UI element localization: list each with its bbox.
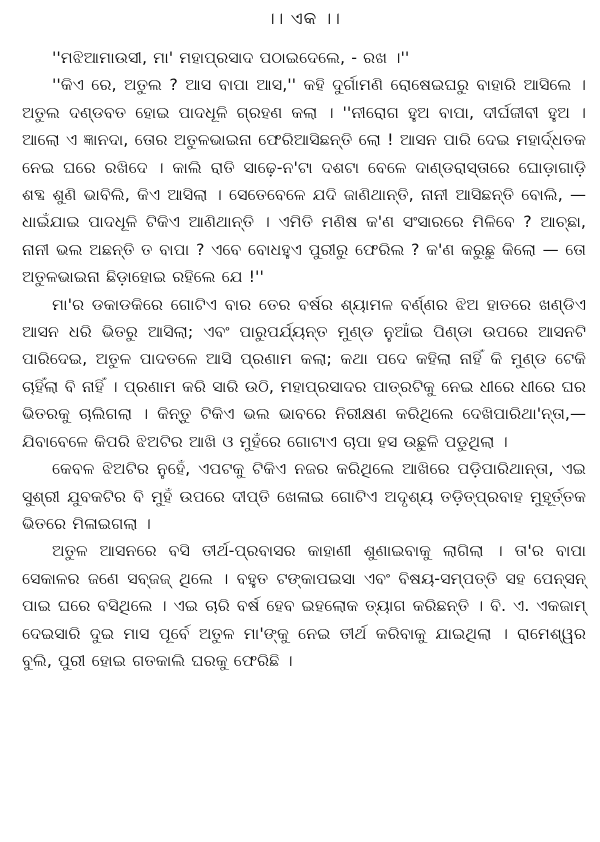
paragraph-1: ''ମଝିଆମାଉସୀ, ମା' ମହାପ୍ରସାଦ ପଠାଇଦେଲେ, - ରଖ ।'' <box>52 48 410 67</box>
chapter-title: ।। ଏକ ।। <box>267 9 341 29</box>
book-page <box>22 6 586 836</box>
paragraph-3: ମା'ର ଡକାଡକିରେ ଗୋଟିଏ ବାର ତେର ବର୍ଷର ଶ୍ୟାମଳ ବର୍ଣ୍ଣର ଝିଅ ହାତରେ ଖଣ୍ଡିଏ ଆସନ ଧରି ଭିତରୁ ଆସିଲା; ଏବଂ ପାରୁପର୍ଯ୍ୟନ୍ତ ମୁଣ୍ଡ ନୁଆଁଇ ପିଣ୍ଡା ଉପରେ ଆସନଟି ପାରିଦେଇ, ଅତୁଳ ପାଦତଳେ ଆସି ପ୍ରଣାମ କଲା; କଥା ପଦେ କହିଲା ନାହିଁ କି ମୁଣ୍ଡ ଟେକି ଚାହିଁଲା ବି ନାହିଁ । ପ୍ରଣାମ କରି ସାରି ଉଠି, ମହାପ୍ରସାଦର ପାତ୍ରଟିକୁ ନେଇ ଧୀରେ ଧୀରେ ଘର ଭିତରକୁ ଚାଲିଗଲା । କିନ୍ତୁ ଟିକିଏ ଭଲ ଭାବରେ ନିରୀକ୍ଷଣ କରିଥିଲେ ଦେଖିପାରିଥା'ନ୍ତା,— ଯିବାବେଳେ କିପରି ଝିଅଟିର ଆଖି ଓ ମୁହଁରେ ଗୋଟାଏ ଚାପା ହସ ଉଛୁଳି ପଡୁଥିଲା । <box>22 294 586 451</box>
paragraph-4: କେବଳ ଝିଅଟିର ନୁହେଁ, ଏପଟକୁ ଟିକିଏ ନଜର କରିଥିଲେ ଆଖିରେ ପଡ଼ିପାରିଥାନ୍ତା, ଏଇ ସୁଶ୍ରୀ ଯୁବକଟିର ବି ମୁହଁ ଉପରେ ଦୀପ୍ତି ଖେଳାଇ ଗୋଟିଏ ଅଦୃଶ୍ୟ ତଡ଼ିତ୍‌ପ୍ରବାହ ମୁହୂର୍ତ୍ତକ ଭିତରେ ମିଳାଇଗଲା । <box>22 459 586 533</box>
paragraph-5: ଅତୁଳ ଆସନରେ ବସି ତୀର୍ଥ-ପ୍ରବାସର କାହାଣୀ ଶୁଣାଇବାକୁ ଲାଗିଲା । ତା'ର ବାପା ସେକାଳର ଜଣେ ସବ୍‌ଜଜ୍‌ ଥିଲେ । ବହୁତ ଟଙ୍କାପଇସା ଏବଂ ବିଷୟ-ସମ୍ପତ୍ତି ସହ ପେନ୍‌ସନ୍‌ ପାଇ ଘରେ ବସିଥିଲେ । ଏଇ ଚାରି ବର୍ଷ ହେବ ଇହଲୋକ ତ୍ୟାଗ କରିଛନ୍ତି । ବି. ଏ. ଏକଜାମ୍‌ ଦେଇସାରି ଦୁଇ ମାସ ପୂର୍ବେ ଅତୁଳ ମା'ଙ୍କୁ ନେଇ ତୀର୍ଥ କରିବାକୁ ଯାଇଥିଲା । ରାମେଶ୍ୱର ବୁଲି, ପୁରୀ ହୋଇ ଗତକାଲି ଘରକୁ ଫେରିଛି । <box>22 541 586 670</box>
paragraph-2: ''କିଏ ରେ, ଅତୁଲ ? ଆସ ବାପା ଆସ,'' କହି ଦୁର୍ଗାମଣି ରୋଷେଇଘରୁ ବାହାରି ଆସିଲେ । ଅତୁଲ ଦଣ୍ଡବତ ହୋଇ ପାଦଧୂଳି ଗ୍ରହଣ କଲା । ''ନୀରୋଗ ହୁଅ ବାପା, ଦୀର୍ଘଜୀବୀ ହୁଅ । ଆଲୋ ଏ ଜ୍ଞାନଦା, ତୋର ଅତୁଳଭାଇନା ଫେରିଆସିଛନ୍ତି ଲୋ ! ଆସନ ପାରି ଦେଇ ମହାର୍ଦ୍ଧତକ ନେଇ ଘରେ ରଖିଦେ । କାଲି ରାତି ସାଢ଼େ-ନ'ଟା ଦଶଟା ବେଳେ ଦାଣ୍ଡରାସ୍ତାରେ ଘୋଡ଼ାଗାଡ଼ି ଶବ୍ଦ ଶୁଣି ଭାବିଲି, କିଏ ଆସିଲା । ସେତେବେଳେ ଯଦି ଜାଣିଥାନ୍ତି, ନାନୀ ଆସିଛନ୍ତି ବୋଲି, —ଧାଇଁଯାଇ ପାଦଧୂଳି ଟିକିଏ ଆଣିଥାନ୍ତି । ଏମିତି ମଣିଷ କ'ଣ ସଂସାରରେ ମିଳିବେ ? ଆଚ୍ଛା, ନାନୀ ଭଲ ଅଛନ୍ତି ତ ବାପା ? ଏବେ ବୋଧହୁଏ ପୁରୀରୁ ଫେରିଲ ? କ'ଣ କରୁଛୁ କିଲୋ — ତୋ ଅତୁଳଭାଇନା ଛିଡ଼ାହୋଇ ରହିଲେ ଯେ !'' <box>22 75 586 287</box>
